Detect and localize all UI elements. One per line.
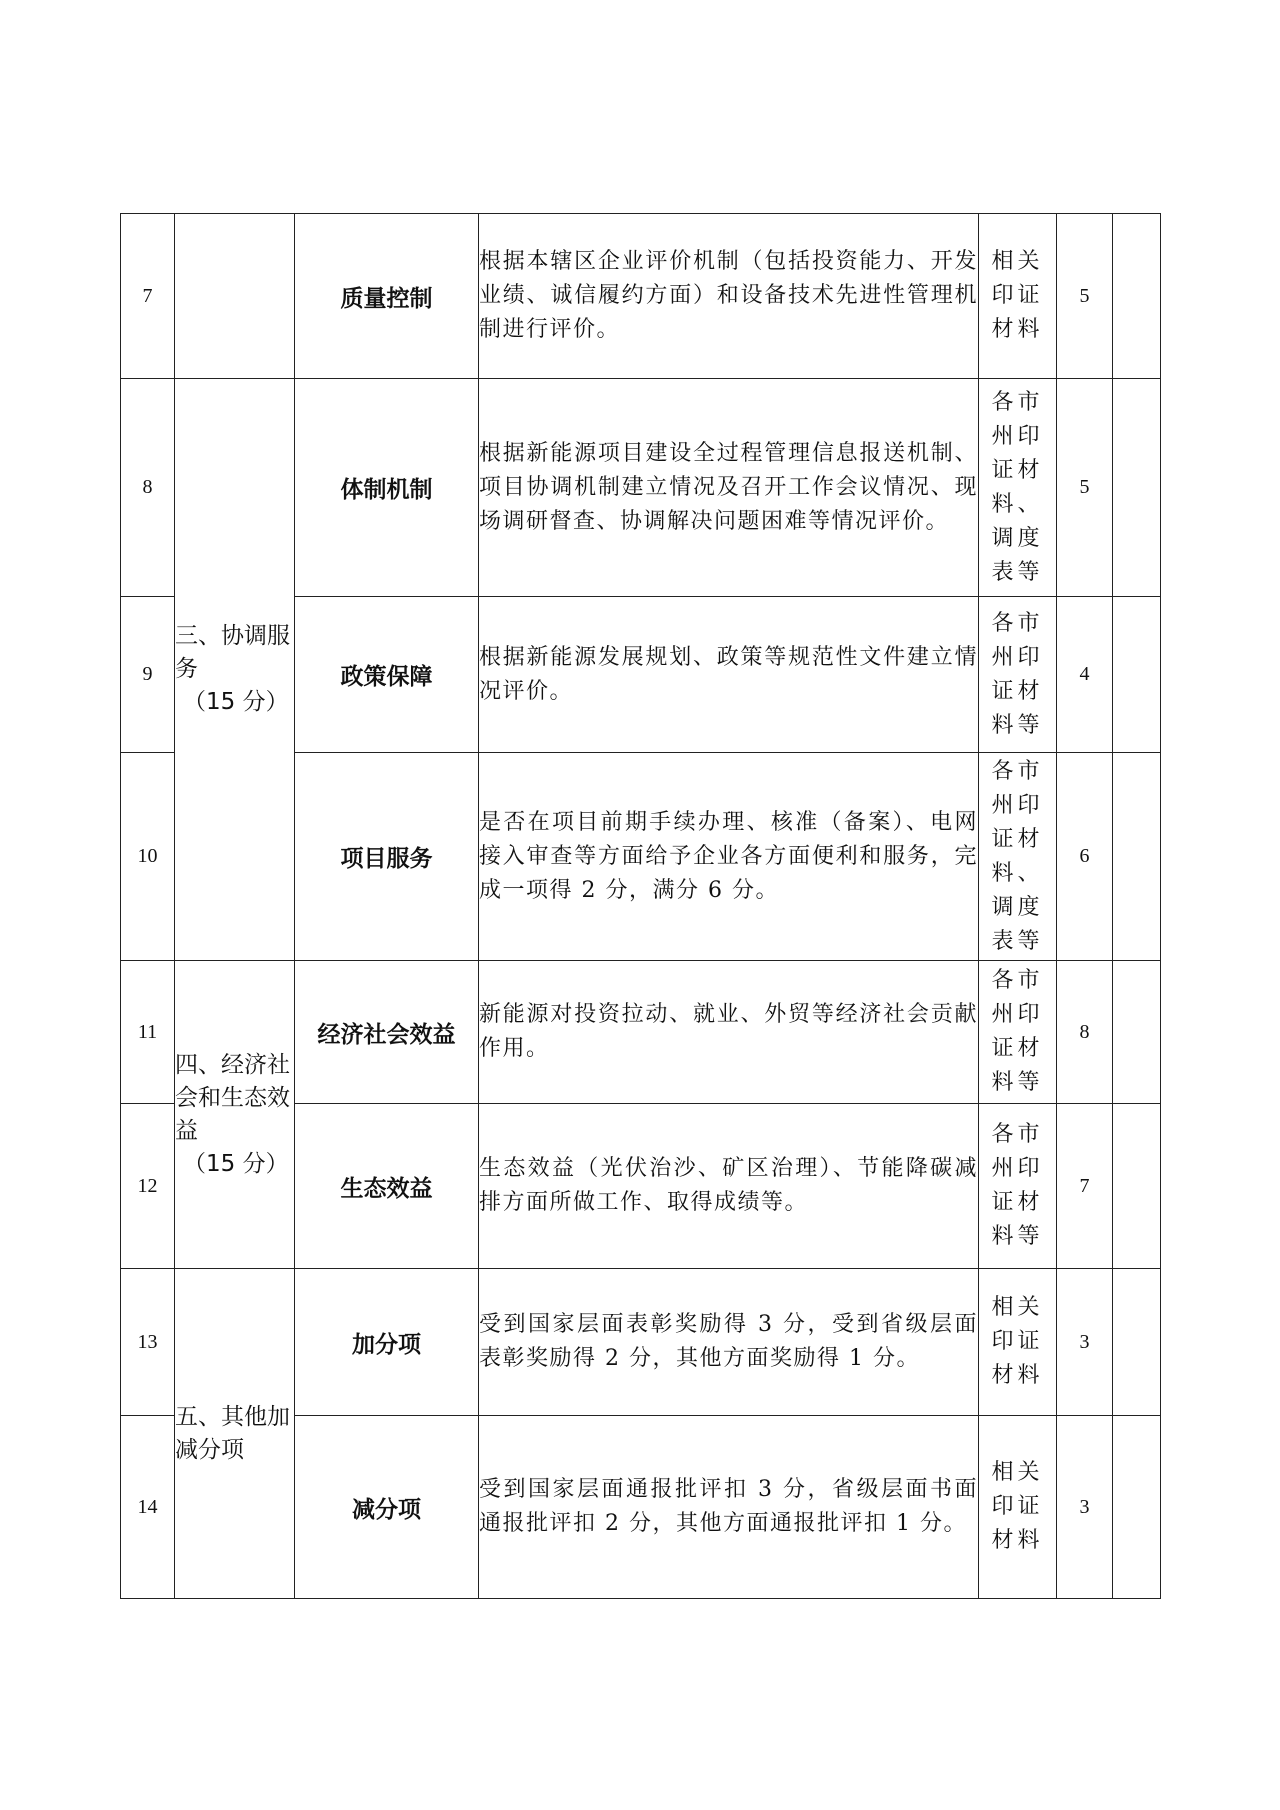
item-score: 4	[1057, 597, 1113, 753]
item-score: 5	[1057, 214, 1113, 379]
item-description: 新能源对投资拉动、就业、外贸等经济社会贡献作用。	[479, 961, 979, 1104]
blank-cell	[1113, 1416, 1161, 1599]
blank-cell	[1113, 961, 1161, 1104]
evidence-source: 相关印证材料	[979, 1269, 1057, 1416]
evidence-source: 各市州印证材料等	[979, 961, 1057, 1104]
category-score: （15 分）	[183, 689, 289, 715]
blank-cell	[1113, 753, 1161, 961]
evidence-source: 各市州印证材料等	[979, 1104, 1057, 1269]
evidence-source: 各市州印证材料、调度表等	[979, 379, 1057, 597]
table-row	[121, 379, 1161, 597]
item-description: 根据新能源项目建设全过程管理信息报送机制、项目协调机制建立情况及召开工作会议情况、现场调研督查、协调解决问题困难等情况评价。	[479, 379, 979, 597]
category-name: 三、协调服务	[175, 623, 290, 682]
table-row	[121, 214, 1161, 379]
row-number: 8	[121, 379, 175, 597]
item-description: 根据本辖区企业评价机制（包括投资能力、开发业绩、诚信履约方面）和设备技术先进性管理机制进行评价。	[479, 214, 979, 379]
item-description: 生态效益（光伏治沙、矿区治理）、节能降碳减排方面所做工作、取得成绩等。	[479, 1104, 979, 1269]
item-description: 是否在项目前期手续办理、核准（备案）、电网接入审查等方面给予企业各方面便利和服务，完成一项得 2 分，满分 6 分。	[479, 753, 979, 961]
item-name: 经济社会效益	[295, 961, 479, 1104]
item-name: 生态效益	[295, 1104, 479, 1269]
evidence-source: 各市州印证材料、调度表等	[979, 753, 1057, 961]
row-number: 13	[121, 1269, 175, 1416]
item-score: 7	[1057, 1104, 1113, 1269]
blank-cell	[1113, 597, 1161, 753]
item-description: 受到国家层面表彰奖励得 3 分，受到省级层面表彰奖励得 2 分，其他方面奖励得 1 分。	[479, 1269, 979, 1416]
category-cell	[175, 961, 295, 1269]
category-cell-empty	[175, 214, 295, 379]
item-score: 3	[1057, 1269, 1113, 1416]
blank-cell	[1113, 214, 1161, 379]
item-name: 项目服务	[295, 753, 479, 961]
item-score: 6	[1057, 753, 1113, 961]
scoring-table	[120, 213, 1161, 1599]
category-cell	[175, 1269, 295, 1599]
row-number: 9	[121, 597, 175, 753]
evidence-source: 相关印证材料	[979, 214, 1057, 379]
table-row	[121, 961, 1161, 1104]
item-score: 8	[1057, 961, 1113, 1104]
row-number: 11	[121, 961, 175, 1104]
evidence-source: 各市州印证材料等	[979, 597, 1057, 753]
item-name: 政策保障	[295, 597, 479, 753]
item-name: 质量控制	[295, 214, 479, 379]
row-number: 14	[121, 1416, 175, 1599]
table-row	[121, 1269, 1161, 1416]
category-name: 四、经济社会和生态效益	[175, 1051, 290, 1144]
category-score: （15 分）	[183, 1150, 289, 1177]
blank-cell	[1113, 1269, 1161, 1416]
category-name: 五、其他加减分项	[175, 1403, 290, 1463]
blank-cell	[1113, 379, 1161, 597]
evidence-source: 相关印证材料	[979, 1416, 1057, 1599]
row-number: 12	[121, 1104, 175, 1269]
blank-cell	[1113, 1104, 1161, 1269]
item-score: 3	[1057, 1416, 1113, 1599]
row-number: 7	[121, 214, 175, 379]
category-cell	[175, 379, 295, 961]
item-name: 体制机制	[295, 379, 479, 597]
item-score: 5	[1057, 379, 1113, 597]
item-description: 受到国家层面通报批评扣 3 分，省级层面书面通报批评扣 2 分，其他方面通报批评扣 1 分。	[479, 1416, 979, 1599]
item-description: 根据新能源发展规划、政策等规范性文件建立情况评价。	[479, 597, 979, 753]
row-number: 10	[121, 753, 175, 961]
item-name: 减分项	[295, 1416, 479, 1599]
item-name: 加分项	[295, 1269, 479, 1416]
